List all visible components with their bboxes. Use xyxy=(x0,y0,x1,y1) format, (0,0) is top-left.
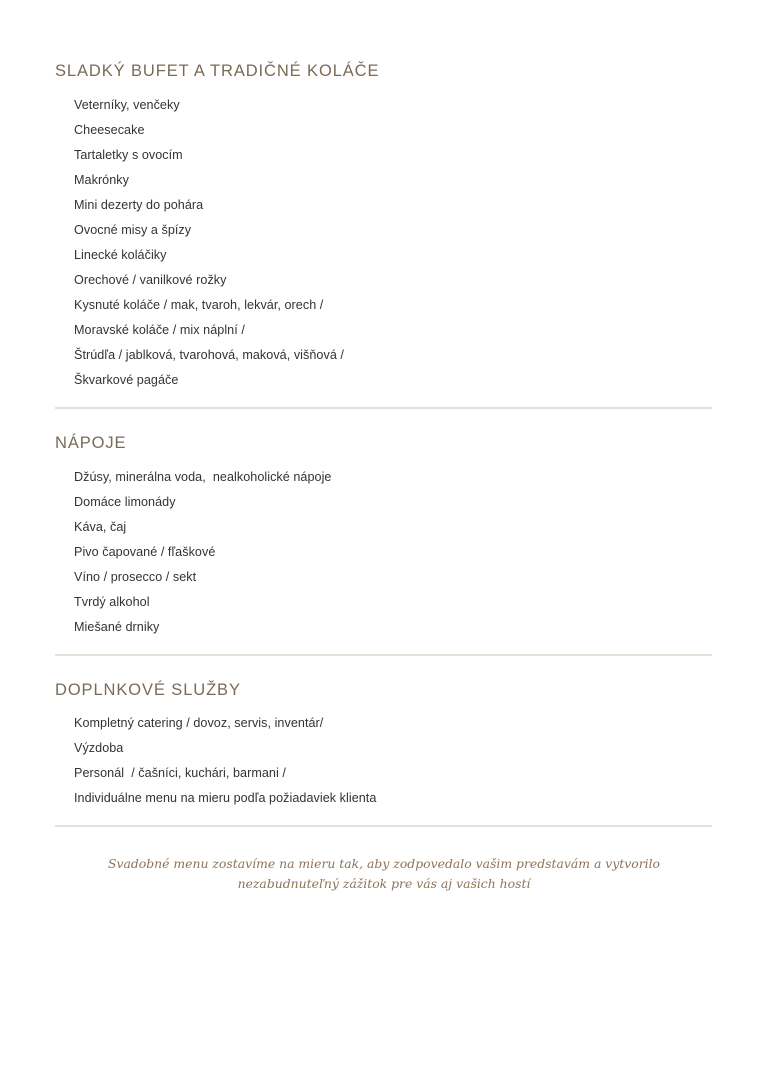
spacer xyxy=(55,393,713,407)
menu-item: Kysnuté koláče / mak, tvaroh, lekvár, orech / xyxy=(74,297,324,312)
footer-note-line-2: nezabudnuteľný zážitok pre vás aj vašich hostí xyxy=(237,876,531,892)
menu-item: Džúsy, minerálna voda, nealkoholické nápoje xyxy=(74,469,332,484)
menu-item: Kompletný catering / dovoz, servis, inventár/ xyxy=(74,716,324,731)
menu-item: Cheesecake xyxy=(74,122,145,137)
footer-note-line-1: Svadobné menu zostavíme na mieru tak, aby zodpovedalo vašim predstavám a vytvorilo xyxy=(107,856,661,872)
spacer xyxy=(55,640,713,654)
section-title: SLADKÝ BUFET A TRADIČNÉ KOLÁČE xyxy=(55,62,380,80)
menu-item: Veterníky, venčeky xyxy=(74,97,180,112)
menu-item: Moravské koláče / mix náplní / xyxy=(74,322,245,337)
section-doplnkove-sluzby xyxy=(55,681,713,812)
menu-item: Orechové / vanilkové rožky xyxy=(74,272,227,287)
menu-item: Štrúdľa / jablková, tvarohová, maková, višňová / xyxy=(74,347,344,362)
menu-item: Víno / prosecco / sekt xyxy=(74,569,197,584)
spacer xyxy=(55,409,713,434)
menu-item: Tvrdý alkohol xyxy=(74,594,150,609)
menu-item: Ovocné misy a špízy xyxy=(74,222,192,237)
section-sladky-bufet xyxy=(55,62,713,393)
section-title: NÁPOJE xyxy=(55,433,127,452)
document-content xyxy=(55,62,713,894)
menu-item: Výzdoba xyxy=(74,741,124,756)
footer-note xyxy=(55,854,713,894)
menu-item-list xyxy=(55,711,713,811)
section-divider xyxy=(55,825,712,827)
menu-item: Linecké koláčiky xyxy=(74,247,167,262)
section-title: DOPLNKOVÉ SLUŽBY xyxy=(55,680,241,699)
menu-item: Individuálne menu na mieru podľa požiadaviek klienta xyxy=(74,791,377,806)
menu-item-list xyxy=(55,93,713,393)
menu-item: Škvarkové pagáče xyxy=(74,372,179,387)
menu-item: Domáce limonády xyxy=(74,494,176,509)
spacer xyxy=(55,656,713,681)
menu-item: Pivo čapované / fľaškové xyxy=(74,544,216,559)
menu-item: Káva, čaj xyxy=(74,519,127,534)
section-napoje xyxy=(55,434,713,640)
menu-item: Mini dezerty do pohára xyxy=(74,197,204,212)
spacer xyxy=(55,811,713,825)
menu-item: Makrónky xyxy=(74,172,129,187)
menu-item-list xyxy=(55,465,713,640)
menu-item: Miešané drniky xyxy=(74,619,160,634)
menu-item: Tartaletky s ovocím xyxy=(74,147,183,162)
menu-item: Personál / čašníci, kuchári, barmani / xyxy=(74,766,286,781)
